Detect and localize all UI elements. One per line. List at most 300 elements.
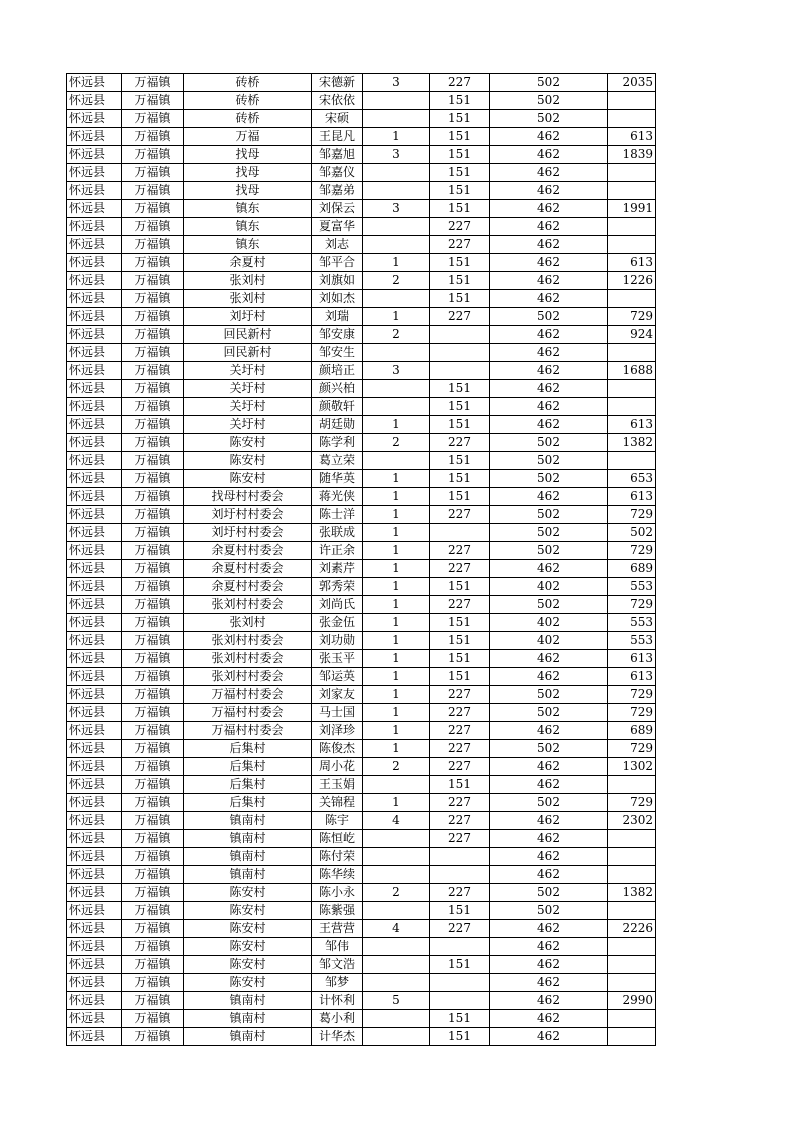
name-cell: 张玉平 <box>312 650 363 668</box>
household-size-cell: 1 <box>363 254 430 272</box>
town-cell: 万福镇 <box>122 128 184 146</box>
county-cell: 怀远县 <box>67 272 122 290</box>
total-cell <box>608 110 656 128</box>
amount-a-cell <box>430 848 490 866</box>
total-cell: 689 <box>608 560 656 578</box>
village-cell: 砖桥 <box>184 110 312 128</box>
total-cell <box>608 92 656 110</box>
table-row <box>67 866 656 884</box>
amount-a-cell <box>430 362 490 380</box>
amount-b-cell: 502 <box>490 794 608 812</box>
town-cell: 万福镇 <box>122 290 184 308</box>
household-size-cell <box>363 218 430 236</box>
county-cell: 怀远县 <box>67 866 122 884</box>
table-row <box>67 92 656 110</box>
amount-b-cell: 502 <box>490 92 608 110</box>
name-cell: 刘泽珍 <box>312 722 363 740</box>
amount-b-cell: 462 <box>490 938 608 956</box>
town-cell: 万福镇 <box>122 524 184 542</box>
amount-b-cell: 502 <box>490 452 608 470</box>
table-row <box>67 776 656 794</box>
table-row <box>67 380 656 398</box>
amount-b-cell: 462 <box>490 830 608 848</box>
household-size-cell: 1 <box>363 704 430 722</box>
name-cell: 邹梦 <box>312 974 363 992</box>
household-size-cell: 5 <box>363 992 430 1010</box>
name-cell: 刘如杰 <box>312 290 363 308</box>
amount-a-cell: 227 <box>430 560 490 578</box>
town-cell: 万福镇 <box>122 704 184 722</box>
county-cell: 怀远县 <box>67 74 122 92</box>
town-cell: 万福镇 <box>122 200 184 218</box>
village-cell: 张刘村 <box>184 614 312 632</box>
name-cell: 陈宇 <box>312 812 363 830</box>
town-cell: 万福镇 <box>122 974 184 992</box>
county-cell: 怀远县 <box>67 596 122 614</box>
county-cell: 怀远县 <box>67 380 122 398</box>
amount-b-cell: 502 <box>490 686 608 704</box>
household-size-cell: 4 <box>363 920 430 938</box>
town-cell: 万福镇 <box>122 254 184 272</box>
county-cell: 怀远县 <box>67 776 122 794</box>
table-row <box>67 704 656 722</box>
total-cell <box>608 866 656 884</box>
table-row <box>67 434 656 452</box>
village-cell: 张刘村 <box>184 290 312 308</box>
county-cell: 怀远县 <box>67 668 122 686</box>
amount-a-cell: 151 <box>430 164 490 182</box>
name-cell: 颜培正 <box>312 362 363 380</box>
county-cell: 怀远县 <box>67 722 122 740</box>
table-row <box>67 416 656 434</box>
name-cell: 葛小利 <box>312 1010 363 1028</box>
household-size-cell <box>363 92 430 110</box>
table-row <box>67 470 656 488</box>
household-size-cell: 1 <box>363 614 430 632</box>
county-cell: 怀远县 <box>67 470 122 488</box>
county-cell: 怀远县 <box>67 506 122 524</box>
total-cell: 1226 <box>608 272 656 290</box>
amount-a-cell: 151 <box>430 110 490 128</box>
name-cell: 邹安生 <box>312 344 363 362</box>
county-cell: 怀远县 <box>67 290 122 308</box>
name-cell: 刘瑞 <box>312 308 363 326</box>
table-row <box>67 1010 656 1028</box>
village-cell: 后集村 <box>184 776 312 794</box>
total-cell: 924 <box>608 326 656 344</box>
county-cell: 怀远县 <box>67 128 122 146</box>
total-cell: 613 <box>608 650 656 668</box>
table-body <box>67 74 656 1046</box>
village-cell: 陈安村 <box>184 884 312 902</box>
amount-a-cell <box>430 524 490 542</box>
name-cell: 邹文浩 <box>312 956 363 974</box>
village-cell: 张刘村村委会 <box>184 668 312 686</box>
name-cell: 王昆凡 <box>312 128 363 146</box>
amount-a-cell: 151 <box>430 1010 490 1028</box>
amount-a-cell <box>430 974 490 992</box>
amount-b-cell: 502 <box>490 308 608 326</box>
village-cell: 陈安村 <box>184 434 312 452</box>
household-size-cell: 2 <box>363 884 430 902</box>
amount-b-cell: 462 <box>490 398 608 416</box>
village-cell: 镇东 <box>184 200 312 218</box>
town-cell: 万福镇 <box>122 398 184 416</box>
town-cell: 万福镇 <box>122 830 184 848</box>
total-cell: 2990 <box>608 992 656 1010</box>
total-cell: 729 <box>608 686 656 704</box>
household-size-cell: 2 <box>363 326 430 344</box>
amount-b-cell: 502 <box>490 434 608 452</box>
table-row <box>67 956 656 974</box>
village-cell: 刘圩村 <box>184 308 312 326</box>
county-cell: 怀远县 <box>67 758 122 776</box>
town-cell: 万福镇 <box>122 596 184 614</box>
amount-b-cell: 462 <box>490 758 608 776</box>
county-cell: 怀远县 <box>67 560 122 578</box>
amount-b-cell: 462 <box>490 956 608 974</box>
name-cell: 颜兴柏 <box>312 380 363 398</box>
amount-a-cell: 227 <box>430 542 490 560</box>
county-cell: 怀远县 <box>67 686 122 704</box>
county-cell: 怀远县 <box>67 578 122 596</box>
total-cell: 653 <box>608 470 656 488</box>
amount-a-cell: 227 <box>430 236 490 254</box>
village-cell: 万福村村委会 <box>184 686 312 704</box>
town-cell: 万福镇 <box>122 110 184 128</box>
name-cell: 葛立荣 <box>312 452 363 470</box>
amount-b-cell: 462 <box>490 992 608 1010</box>
town-cell: 万福镇 <box>122 722 184 740</box>
table-row <box>67 830 656 848</box>
amount-b-cell: 462 <box>490 650 608 668</box>
total-cell: 553 <box>608 632 656 650</box>
town-cell: 万福镇 <box>122 938 184 956</box>
amount-b-cell: 462 <box>490 848 608 866</box>
amount-b-cell: 462 <box>490 866 608 884</box>
village-cell: 关圩村 <box>184 416 312 434</box>
household-size-cell: 3 <box>363 200 430 218</box>
village-cell: 砖桥 <box>184 92 312 110</box>
table-row <box>67 236 656 254</box>
village-cell: 后集村 <box>184 740 312 758</box>
amount-a-cell: 151 <box>430 578 490 596</box>
table-row <box>67 992 656 1010</box>
household-size-cell: 1 <box>363 794 430 812</box>
amount-b-cell: 462 <box>490 1010 608 1028</box>
amount-b-cell: 502 <box>490 470 608 488</box>
household-size-cell: 1 <box>363 668 430 686</box>
total-cell: 729 <box>608 740 656 758</box>
household-size-cell: 1 <box>363 470 430 488</box>
village-cell: 后集村 <box>184 758 312 776</box>
amount-a-cell: 227 <box>430 308 490 326</box>
town-cell: 万福镇 <box>122 956 184 974</box>
village-cell: 万福 <box>184 128 312 146</box>
county-cell: 怀远县 <box>67 362 122 380</box>
village-cell: 镇南村 <box>184 848 312 866</box>
amount-a-cell: 151 <box>430 272 490 290</box>
name-cell: 刘旗如 <box>312 272 363 290</box>
table-row <box>67 596 656 614</box>
name-cell: 刘尚氏 <box>312 596 363 614</box>
name-cell: 马士国 <box>312 704 363 722</box>
total-cell <box>608 1028 656 1046</box>
amount-a-cell: 151 <box>430 956 490 974</box>
county-cell: 怀远县 <box>67 992 122 1010</box>
amount-b-cell: 462 <box>490 272 608 290</box>
amount-a-cell: 227 <box>430 758 490 776</box>
town-cell: 万福镇 <box>122 920 184 938</box>
amount-b-cell: 462 <box>490 1028 608 1046</box>
amount-a-cell: 151 <box>430 254 490 272</box>
name-cell: 邹嘉仪 <box>312 164 363 182</box>
name-cell: 夏富华 <box>312 218 363 236</box>
village-cell: 万福村村委会 <box>184 704 312 722</box>
table-row <box>67 398 656 416</box>
village-cell: 余夏村 <box>184 254 312 272</box>
household-size-cell: 1 <box>363 650 430 668</box>
town-cell: 万福镇 <box>122 218 184 236</box>
household-size-cell <box>363 344 430 362</box>
amount-a-cell: 151 <box>430 380 490 398</box>
amount-a-cell: 151 <box>430 650 490 668</box>
household-size-cell: 1 <box>363 578 430 596</box>
total-cell: 2302 <box>608 812 656 830</box>
village-cell: 镇南村 <box>184 830 312 848</box>
table-row <box>67 524 656 542</box>
total-cell <box>608 848 656 866</box>
county-cell: 怀远县 <box>67 452 122 470</box>
table-row <box>67 254 656 272</box>
county-cell: 怀远县 <box>67 1028 122 1046</box>
table-row <box>67 794 656 812</box>
village-cell: 余夏村村委会 <box>184 560 312 578</box>
county-cell: 怀远县 <box>67 164 122 182</box>
table-row <box>67 1028 656 1046</box>
amount-b-cell: 462 <box>490 812 608 830</box>
name-cell: 陈士洋 <box>312 506 363 524</box>
total-cell: 1991 <box>608 200 656 218</box>
household-size-cell: 1 <box>363 128 430 146</box>
amount-a-cell: 151 <box>430 776 490 794</box>
household-size-cell <box>363 398 430 416</box>
total-cell: 613 <box>608 128 656 146</box>
total-cell <box>608 1010 656 1028</box>
table-row <box>67 812 656 830</box>
town-cell: 万福镇 <box>122 578 184 596</box>
county-cell: 怀远县 <box>67 182 122 200</box>
village-cell: 镇东 <box>184 218 312 236</box>
total-cell: 729 <box>608 506 656 524</box>
amount-b-cell: 462 <box>490 380 608 398</box>
amount-b-cell: 502 <box>490 524 608 542</box>
name-cell: 刘家友 <box>312 686 363 704</box>
town-cell: 万福镇 <box>122 686 184 704</box>
village-cell: 余夏村村委会 <box>184 542 312 560</box>
table-row <box>67 74 656 92</box>
town-cell: 万福镇 <box>122 776 184 794</box>
total-cell: 502 <box>608 524 656 542</box>
total-cell <box>608 938 656 956</box>
village-cell: 砖桥 <box>184 74 312 92</box>
table-row <box>67 146 656 164</box>
amount-b-cell: 502 <box>490 596 608 614</box>
amount-a-cell: 151 <box>430 614 490 632</box>
amount-a-cell: 151 <box>430 452 490 470</box>
town-cell: 万福镇 <box>122 308 184 326</box>
name-cell: 蒋光侠 <box>312 488 363 506</box>
name-cell: 颜敬轩 <box>312 398 363 416</box>
county-cell: 怀远县 <box>67 848 122 866</box>
county-cell: 怀远县 <box>67 92 122 110</box>
table-row <box>67 272 656 290</box>
household-size-cell <box>363 776 430 794</box>
household-size-cell <box>363 110 430 128</box>
town-cell: 万福镇 <box>122 866 184 884</box>
name-cell: 胡廷勋 <box>312 416 363 434</box>
table-row <box>67 560 656 578</box>
amount-b-cell: 462 <box>490 560 608 578</box>
amount-a-cell: 227 <box>430 686 490 704</box>
household-size-cell: 1 <box>363 488 430 506</box>
name-cell: 宋硕 <box>312 110 363 128</box>
household-size-cell: 1 <box>363 632 430 650</box>
household-size-cell: 3 <box>363 146 430 164</box>
amount-b-cell: 502 <box>490 704 608 722</box>
amount-a-cell: 151 <box>430 668 490 686</box>
town-cell: 万福镇 <box>122 272 184 290</box>
county-cell: 怀远县 <box>67 398 122 416</box>
town-cell: 万福镇 <box>122 344 184 362</box>
table-row <box>67 506 656 524</box>
amount-b-cell: 462 <box>490 326 608 344</box>
name-cell: 宋依依 <box>312 92 363 110</box>
town-cell: 万福镇 <box>122 614 184 632</box>
name-cell: 周小花 <box>312 758 363 776</box>
amount-a-cell: 151 <box>430 182 490 200</box>
town-cell: 万福镇 <box>122 236 184 254</box>
amount-b-cell: 462 <box>490 920 608 938</box>
county-cell: 怀远县 <box>67 740 122 758</box>
amount-a-cell: 227 <box>430 884 490 902</box>
amount-a-cell: 227 <box>430 920 490 938</box>
amount-b-cell: 462 <box>490 200 608 218</box>
village-cell: 张刘村村委会 <box>184 596 312 614</box>
amount-b-cell: 502 <box>490 902 608 920</box>
village-cell: 镇南村 <box>184 1010 312 1028</box>
total-cell <box>608 236 656 254</box>
amount-a-cell: 151 <box>430 92 490 110</box>
village-cell: 镇东 <box>184 236 312 254</box>
county-cell: 怀远县 <box>67 902 122 920</box>
village-cell: 找母 <box>184 164 312 182</box>
village-cell: 万福村村委会 <box>184 722 312 740</box>
table-row <box>67 848 656 866</box>
total-cell: 2035 <box>608 74 656 92</box>
name-cell: 刘志 <box>312 236 363 254</box>
household-size-cell: 1 <box>363 596 430 614</box>
amount-b-cell: 462 <box>490 668 608 686</box>
amount-a-cell: 227 <box>430 596 490 614</box>
town-cell: 万福镇 <box>122 884 184 902</box>
total-cell: 613 <box>608 488 656 506</box>
table-row <box>67 884 656 902</box>
amount-a-cell: 151 <box>430 902 490 920</box>
village-cell: 刘圩村村委会 <box>184 524 312 542</box>
household-size-cell: 1 <box>363 524 430 542</box>
town-cell: 万福镇 <box>122 650 184 668</box>
total-cell: 1839 <box>608 146 656 164</box>
town-cell: 万福镇 <box>122 902 184 920</box>
total-cell: 729 <box>608 308 656 326</box>
total-cell <box>608 974 656 992</box>
household-size-cell <box>363 380 430 398</box>
amount-b-cell: 462 <box>490 254 608 272</box>
county-cell: 怀远县 <box>67 938 122 956</box>
total-cell <box>608 164 656 182</box>
name-cell: 邹运英 <box>312 668 363 686</box>
household-size-cell: 1 <box>363 308 430 326</box>
town-cell: 万福镇 <box>122 758 184 776</box>
household-size-cell: 2 <box>363 272 430 290</box>
town-cell: 万福镇 <box>122 1028 184 1046</box>
amount-b-cell: 462 <box>490 236 608 254</box>
name-cell: 陈紫强 <box>312 902 363 920</box>
village-cell: 陈安村 <box>184 938 312 956</box>
household-size-cell <box>363 848 430 866</box>
household-size-cell <box>363 452 430 470</box>
amount-b-cell: 462 <box>490 722 608 740</box>
household-size-cell <box>363 956 430 974</box>
table-row <box>67 290 656 308</box>
town-cell: 万福镇 <box>122 92 184 110</box>
county-cell: 怀远县 <box>67 146 122 164</box>
table-row <box>67 164 656 182</box>
household-size-cell: 3 <box>363 74 430 92</box>
county-cell: 怀远县 <box>67 794 122 812</box>
table-row <box>67 686 656 704</box>
town-cell: 万福镇 <box>122 812 184 830</box>
table-row <box>67 614 656 632</box>
name-cell: 许正余 <box>312 542 363 560</box>
household-size-cell: 2 <box>363 434 430 452</box>
name-cell: 关锦程 <box>312 794 363 812</box>
amount-b-cell: 462 <box>490 362 608 380</box>
county-cell: 怀远县 <box>67 542 122 560</box>
county-cell: 怀远县 <box>67 956 122 974</box>
village-cell: 陈安村 <box>184 452 312 470</box>
town-cell: 万福镇 <box>122 1010 184 1028</box>
town-cell: 万福镇 <box>122 668 184 686</box>
village-cell: 回民新村 <box>184 344 312 362</box>
total-cell: 1382 <box>608 434 656 452</box>
town-cell: 万福镇 <box>122 506 184 524</box>
village-cell: 镇南村 <box>184 812 312 830</box>
county-cell: 怀远县 <box>67 920 122 938</box>
household-size-cell <box>363 938 430 956</box>
amount-b-cell: 502 <box>490 740 608 758</box>
total-cell: 729 <box>608 794 656 812</box>
household-size-cell: 1 <box>363 560 430 578</box>
table-row <box>67 902 656 920</box>
name-cell: 陈恒屹 <box>312 830 363 848</box>
table-row <box>67 938 656 956</box>
town-cell: 万福镇 <box>122 74 184 92</box>
total-cell <box>608 956 656 974</box>
amount-b-cell: 502 <box>490 542 608 560</box>
town-cell: 万福镇 <box>122 992 184 1010</box>
